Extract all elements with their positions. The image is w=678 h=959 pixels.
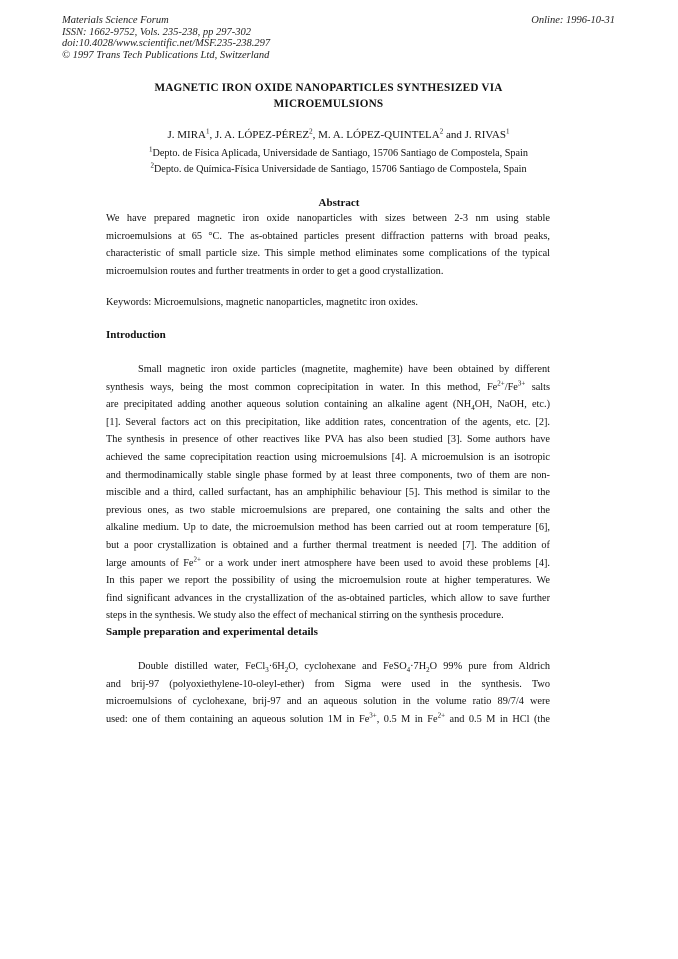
abstract-line: microemulsions at 65 °C. The as-obtained particles present diffraction patterns with broad peaks,: [106, 230, 550, 242]
intro-line: large amounts of $Fe^{2+}$ or a work under inert atmosphere have been used to avoid these problems [4].: [106, 555, 550, 569]
intro-line: but a poor crystallization is obtained and a further thermal treatment is needed [7]. The addition of: [106, 539, 550, 551]
title-line-1: MAGNETIC IRON OXIDE NANOPARTICLES SYNTHESIZED VIA: [154, 82, 503, 94]
introduction-body: [106, 361, 550, 625]
title-line-2: MICROEMULSIONS: [273, 98, 384, 110]
copyright-line: © 1997 Trans Tech Publications Ltd, Switzerland: [62, 49, 270, 61]
intro-line: achieved the same coprecipitation reaction using microemulsions [4]. A microemulsion is an isotropic: [106, 451, 550, 463]
doi-line: doi:10.4028/www.scientific.net/MSF.235-238.297: [62, 38, 271, 49]
affiliation-1: [70, 147, 607, 161]
intro-line: In this paper we report the possibility of using the microemulsion route at higher temperatures. We: [106, 575, 550, 587]
abstract-line: characteristic of small particle size. This simple method eliminates some complications of the typical: [106, 248, 550, 260]
intro-line: and thermodinamically stable single phase formed by at least three components, two of them are non-: [106, 469, 550, 481]
sample-prep-body: [106, 658, 550, 728]
author-name: , M. A. LÓPEZ-QUINTELA: [312, 129, 440, 141]
intro-line: The synthesis in presence of other reactives like PVA has also been studied [3]. Some authors have: [106, 434, 550, 446]
keywords: Keywords: Microemulsions, magnetic nanoparticles, magnetitc iron oxides.: [106, 297, 418, 308]
sample-line: used: one of them containing an aqueous solution 1M in $Fe^{3+}$, 0.5 M in $Fe^{2+}$ and 0.5 M in HCl (the: [106, 711, 550, 725]
intro-line: steps in the synthesis. We study also the effect of mechanical stirring on the synthesis procedure.: [106, 610, 504, 622]
author-list: [80, 127, 597, 143]
abstract-body: [106, 210, 550, 280]
sample-line: microemulsions of cyclohexane, brij-97 and an aqueous solution in the volume ratio 89/7/4 were: [106, 696, 550, 708]
intro-line: find significant advances in the crystallization of the as-obtained particles, which allow to save further: [106, 592, 550, 604]
intro-line: are precipitated adding another aqueous solution containing an alkaline agent ($NH_4OH$, NaOH, etc.): [106, 399, 550, 413]
online-date: Online: 1996-10-31: [531, 15, 615, 26]
issn-line: ISSN: 1662-9752, Vols. 235-238, pp 297-302: [62, 26, 251, 38]
abstract-line: microemulsion routes and further treatments in order to get a good crystallization.: [106, 265, 444, 277]
author-affil-mark: 1: [206, 127, 210, 136]
intro-line: synthesis ways, being the most common coprecipitation in water. In this method, $Fe^{2+}/Fe^{3+}$ salts: [106, 379, 550, 393]
intro-line: previous ones, as two stable microemulsions are prepared, one containing the salts and other the: [106, 504, 550, 516]
author-affil-mark: 1: [506, 127, 510, 136]
affil-mark: 1: [149, 145, 153, 154]
abstract-line: We have prepared magnetic iron oxide nanoparticles with sizes between 2-3 nm using stable: [106, 213, 550, 224]
intro-line: Small magnetic iron oxide particles (magnetite, maghemite) have been obtained by different: [138, 364, 550, 375]
affil-mark: 2: [150, 161, 154, 170]
affil-text: Depto. de Física Aplicada, Universidade de Santiago, 15706 Santiago de Compostela, Spain: [152, 148, 528, 159]
author-affil-mark: 2: [439, 127, 444, 136]
author-name: J. MIRA: [167, 129, 206, 141]
intro-line: miscible and a third, called surfactant, has an amphiphilic behaviour [5]. This method is similar to the: [106, 487, 550, 499]
journal-name: Materials Science Forum: [62, 15, 169, 26]
sample-prep-heading: Sample preparation and experimental details: [106, 626, 318, 638]
author-name: and J. RIVAS: [443, 129, 506, 141]
author-name: , J. A. LÓPEZ-PÉREZ: [209, 129, 310, 141]
abstract-heading: Abstract: [318, 197, 360, 209]
affil-text: Depto. de Química-Física Universidade de Santiago, 15706 Santiago de Compostela, Spain: [153, 164, 527, 175]
introduction-heading: Introduction: [106, 329, 166, 341]
intro-line: alkaline medium. Up to date, the microemulsion method has been carried out at room temperature [6],: [106, 522, 550, 534]
affiliation-2: [70, 163, 607, 177]
sample-line: and brij-97 (polyoxiethylene-10-oleyl-ether) from Sigma were used in the synthesis. Two: [106, 678, 550, 690]
intro-line: [1]. Several factors act on this precipitation, like addition rates, concentration of the agents, etc. [2].: [106, 416, 550, 428]
journal-header: [62, 15, 270, 61]
sample-line: Double distilled water, $FeCl_3\cdot 6H_2O$, cyclohexane and $FeSO_4\cdot 7H_2O$ 99% pure from Aldrich: [138, 661, 550, 675]
paper-title: [120, 80, 537, 112]
author-affil-mark: 2: [309, 127, 313, 136]
